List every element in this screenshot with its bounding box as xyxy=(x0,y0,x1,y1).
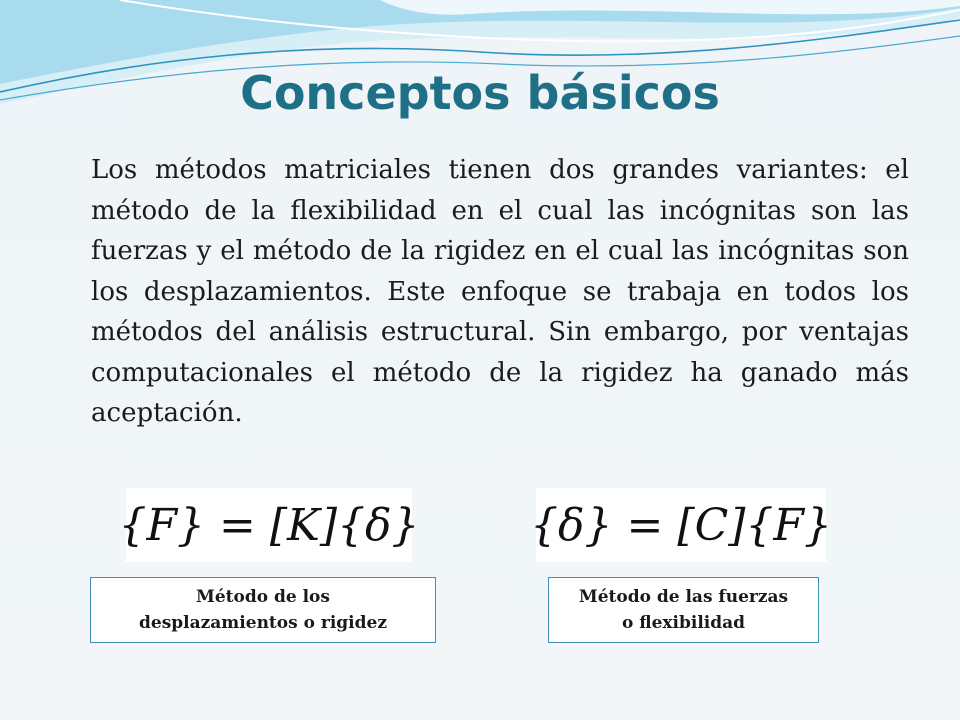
caption-flexibility-method xyxy=(548,577,819,643)
formula-right-vector: {F} xyxy=(745,499,832,551)
body-paragraph: Los métodos matriciales tienen dos grandes variantes: el método de la flexibilidad en el cual las incógnitas son las fuerzas y el método de la rigidez en el cual las incógnitas son los desplazamientos. Este enfoque se trabaja en todos los métodos del análisis estructural. Sin embargo, por ventajas computacionales el método de la rigidez ha ganado más aceptación. xyxy=(91,155,909,428)
stiffness-formula xyxy=(118,488,420,562)
formula-right-matrix: [C] xyxy=(677,499,746,551)
caption-stiffness-method xyxy=(90,577,436,643)
formula-right-lhs: {δ} xyxy=(530,499,613,551)
formula-left-lhs: {F} xyxy=(118,499,205,551)
caption-right-line2: o flexibilidad xyxy=(621,613,746,633)
formula-left-eq: = xyxy=(218,499,256,551)
caption-left-line2: desplazamientos o rigidez xyxy=(139,613,387,633)
formula-left-matrix: [K] xyxy=(269,499,338,551)
slide-title: Conceptos básicos xyxy=(240,66,720,120)
flexibility-formula xyxy=(530,488,832,562)
formula-right-eq: = xyxy=(626,499,664,551)
caption-right-line1: Método de las fuerzas xyxy=(578,587,789,607)
caption-left-line1: Método de los xyxy=(196,587,330,607)
formula-left-vector: {δ} xyxy=(337,499,420,551)
